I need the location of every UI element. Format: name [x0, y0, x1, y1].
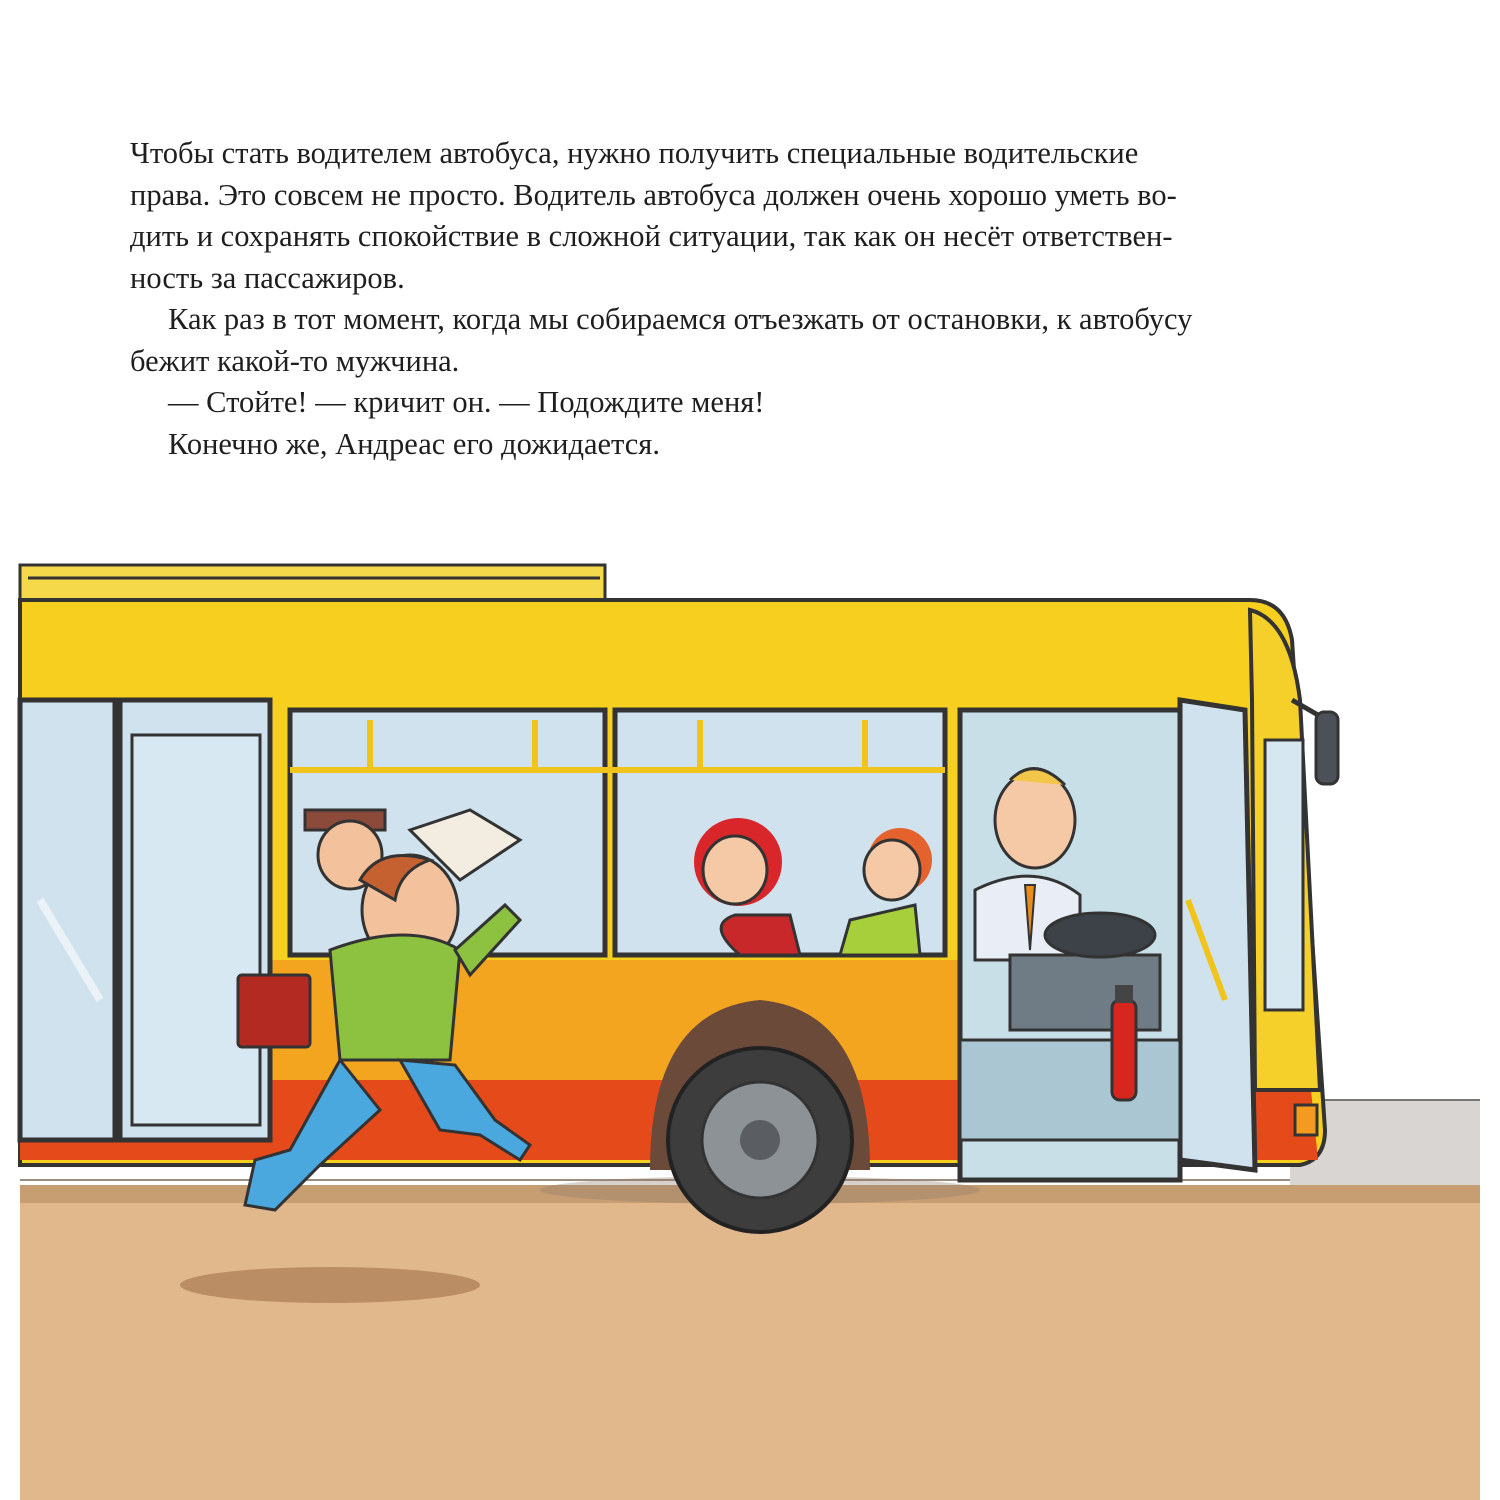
text-line: права. Это совсем не просто. Водитель автобуса должен очень хорошо уметь во-	[130, 177, 1177, 212]
bus-door-left	[20, 700, 115, 1140]
briefcase	[238, 975, 310, 1047]
text-line: дить и сохранять спокойствие в сложной ситуации, так как он несёт ответствен-	[130, 219, 1173, 253]
text-line: Как раз в тот момент, когда мы собираемся отъезжать от остановки, к автобусу	[168, 302, 1193, 336]
shadow	[180, 1267, 480, 1303]
road-surface	[20, 1195, 1480, 1500]
bus-illustration	[0, 540, 1500, 1500]
dialogue-line: — Стойте! — кричит он. — Подождите меня!	[168, 385, 765, 419]
fire-extinguisher-icon	[1112, 985, 1136, 1100]
story-text	[130, 133, 1350, 465]
door-panel-open	[1180, 700, 1255, 1170]
text-line: бежит какой-то мужчина.	[130, 343, 460, 378]
text-line: ность за пассажиров.	[130, 260, 405, 295]
text-line: Чтобы стать водителем автобуса, нужно получить специальные водительские	[130, 136, 1139, 170]
indicator-light	[1295, 1105, 1317, 1135]
text-line: Конечно же, Андреас его дожидается.	[168, 426, 660, 461]
